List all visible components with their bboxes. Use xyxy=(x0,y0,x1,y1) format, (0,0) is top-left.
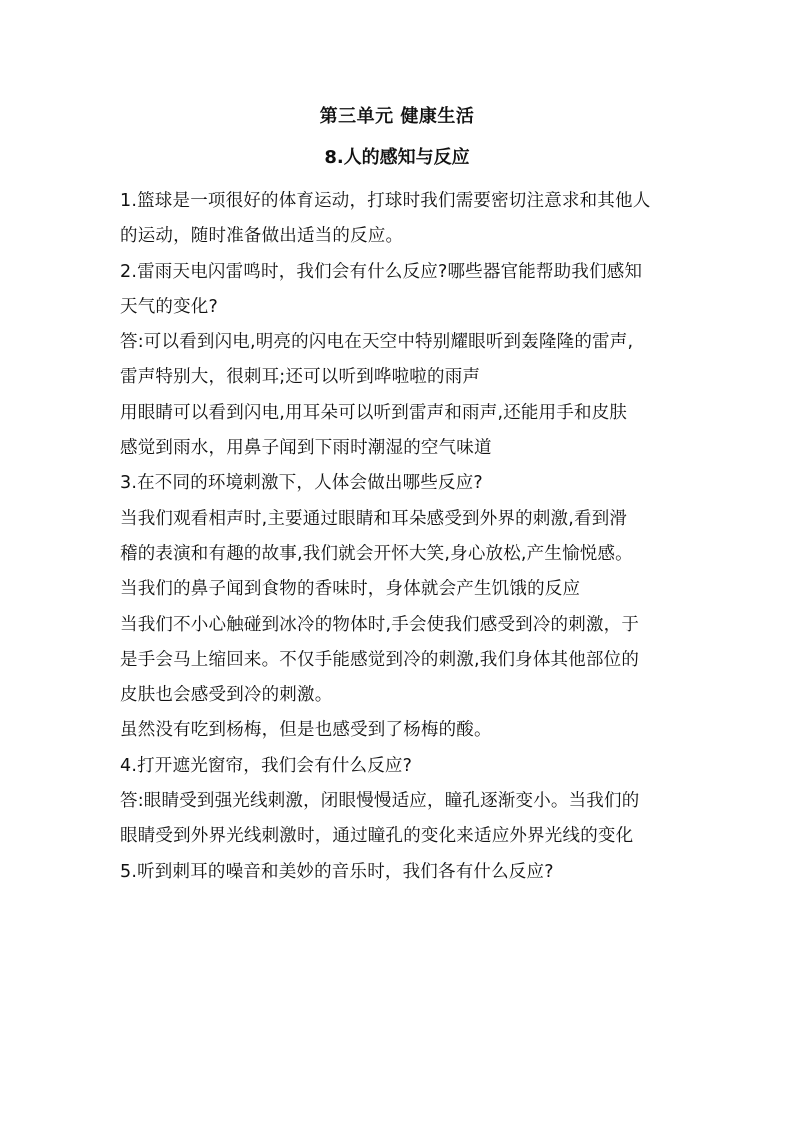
text-line: 3.在不同的环境刺激下，人体会做出哪些反应? xyxy=(120,473,483,494)
text-line: 是手会马上缩回来。不仅手能感觉到冷的刺激,我们身体其他部位的 xyxy=(120,649,640,670)
unit-title: 第三单元 健康生活 xyxy=(319,106,475,127)
text-line: 当我们不小心触碰到冰冷的物体时,手会使我们感受到冷的刺激，于 xyxy=(120,614,640,635)
text-line: 的运动，随时准备做出适当的反应。 xyxy=(120,226,404,247)
text-line: 当我们观看相声时,主要通过眼睛和耳朵感受到外界的刺激,看到滑 xyxy=(120,508,628,529)
text-line: 答:可以看到闪电,明亮的闪电在天空中特别耀眼听到轰隆隆的雷声, xyxy=(120,332,634,353)
text-line: 稽的表演和有趣的故事,我们就会开怀大笑,身心放松,产生愉悦感。 xyxy=(120,543,633,564)
text-line: 1.篮球是一项很好的体育运动，打球时我们需要密切注意求和其他人 xyxy=(120,191,651,211)
lesson-title: 8.人的感知与反应 xyxy=(324,147,470,168)
text-line: 2.雷雨天电闪雷鸣时，我们会有什么反应?哪些器官能帮助我们感知 xyxy=(120,261,643,282)
text-line: 5.听到刺耳的噪音和美妙的音乐时，我们各有什么反应? xyxy=(120,861,554,882)
text-line: 皮肤也会感受到冷的刺激。 xyxy=(120,685,333,706)
text-line: 眼睛受到外界光线刺激时，通过瞳孔的变化来适应外界光线的变化 xyxy=(120,826,634,847)
document-body xyxy=(120,184,680,890)
text-line: 雷声特别大，很刺耳;还可以听到哗啦啦的雨声 xyxy=(120,367,481,388)
text-line: 虽然没有吃到杨梅，但是也感受到了杨梅的酸。 xyxy=(120,720,492,741)
text-line: 天气的变化? xyxy=(120,296,218,317)
text-line: 答:眼睛受到强光线刺激，闭眼慢慢适应，瞳孔逐渐变小。当我们的 xyxy=(120,791,640,812)
text-line: 感觉到雨水，用鼻子闻到下雨时潮湿的空气味道 xyxy=(120,438,492,459)
text-line: 用眼睛可以看到闪电,用耳朵可以听到雷声和雨声,还能用手和皮肤 xyxy=(120,402,628,423)
text-line: 4.打开遮光窗帘，我们会有什么反应? xyxy=(120,755,413,776)
text-line: 当我们的鼻子闻到食物的香味时，身体就会产生饥饿的反应 xyxy=(120,579,581,600)
